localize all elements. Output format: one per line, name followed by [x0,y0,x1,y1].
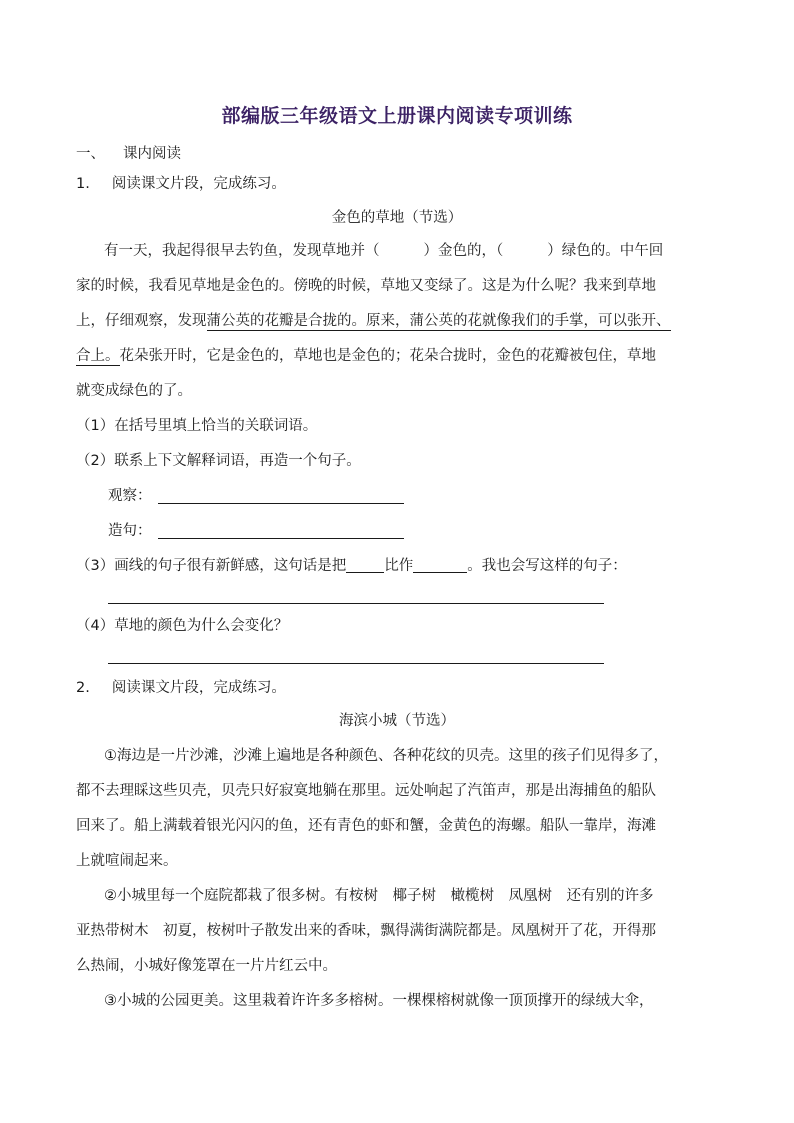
section-heading [76,144,181,164]
compare-blank-1[interactable] [346,556,384,573]
q1-subquestion-3: （3）画线的句子很有新鲜感，这句话是把 比作 。我也会写这样的句子： [76,558,627,574]
q1-underlined-sentence: 合上。 [76,348,120,364]
q2-heading [76,678,286,698]
q1-paragraph-line: 上，仔细观察，发现蒲公英的花瓣是合拢的。原来，蒲公英的花就像我们的手掌，可以张开、 [76,313,671,329]
q2-paragraph-line: 上就喧闹起来。 [76,853,178,869]
observe-label: 观察： [108,488,152,504]
q1-subquestion-1: （1）在括号里填上恰当的关联词语。 [76,418,318,434]
q2-paragraph-line: 亚热带树木 初夏，桉树叶子散发出来的香味，飘得满街满院都是。凤凰树开了花，开得那 [76,923,656,939]
q1-sub3-answer-line[interactable] [108,603,604,604]
q2-instruction: 阅读课文片段，完成练习。 [111,680,286,696]
q2-paragraph-line: 回来了。船上满载着银光闪闪的鱼，还有青色的虾和蟹，金黄色的海螺。船队一靠岸，海滩 [76,818,656,834]
section-label: 课内阅读 [123,146,181,162]
q1-paragraph-line: 合上。花朵张开时，它是金色的，草地也是金色的；花朵合拢时，金色的花瓣被包住，草地 [76,348,656,364]
q1-instruction: 阅读课文片段，完成练习。 [111,176,286,192]
q1-underlined-sentence: 蒲公英的花瓣是合拢的。原来，蒲公英的花就像我们的手掌，可以张开、 [206,313,671,329]
q1-paragraph-line: 就变成绿色的了。 [76,383,192,399]
q1-paragraph-line: 家的时候，我看见草地是金色的。傍晚的时候，草地又变绿了。这是为什么呢？我来到草地 [76,278,656,294]
q2-paragraph-line: ②小城里每一个庭院都栽了很多树。有桉树 椰子树 橄榄树 凤凰树 还有别的许多 [104,888,654,904]
q1-subquestion-2: （2）联系上下文解释词语，再造一个句子。 [76,453,361,469]
q2-paragraph-line: ③小城的公园更美。这里栽着许许多多榕树。一棵棵榕树就像一顶顶撑开的绿绒大伞， [104,993,654,1009]
q1-number: 1. [76,176,90,192]
q2-paragraph-line: ①海边是一片沙滩，沙滩上遍地是各种颜色、各种花纹的贝壳。这里的孩子们见得多了， [104,748,668,764]
sentence-label: 造句： [108,523,152,539]
sentence-answer-line[interactable] [158,538,404,539]
observe-answer-line[interactable] [158,503,404,504]
q1-paragraph-line: 有一天，我起得很早去钓鱼，发现草地并（ ）金色的，（ ）绿色的。中午回 [104,243,664,259]
q2-paragraph-line: 么热闹，小城好像笼罩在一片片红云中。 [76,958,337,974]
page-title: 部编版三年级语文上册课内阅读专项训练 [221,105,573,127]
q1-subquestion-4: （4）草地的颜色为什么会变化？ [76,618,289,634]
q2-passage-title: 海滨小城（节选） [339,713,455,729]
q1-heading [76,174,286,194]
q2-number: 2. [76,680,90,696]
section-number: 一、 [76,146,105,162]
q1-sub4-answer-line[interactable] [108,663,604,664]
compare-blank-2[interactable] [413,556,467,573]
q1-passage-title: 金色的草地（节选） [331,210,463,226]
q2-paragraph-line: 都不去理睬这些贝壳，贝壳只好寂寞地躺在那里。远处响起了汽笛声，那是出海捕鱼的船队 [76,783,656,799]
